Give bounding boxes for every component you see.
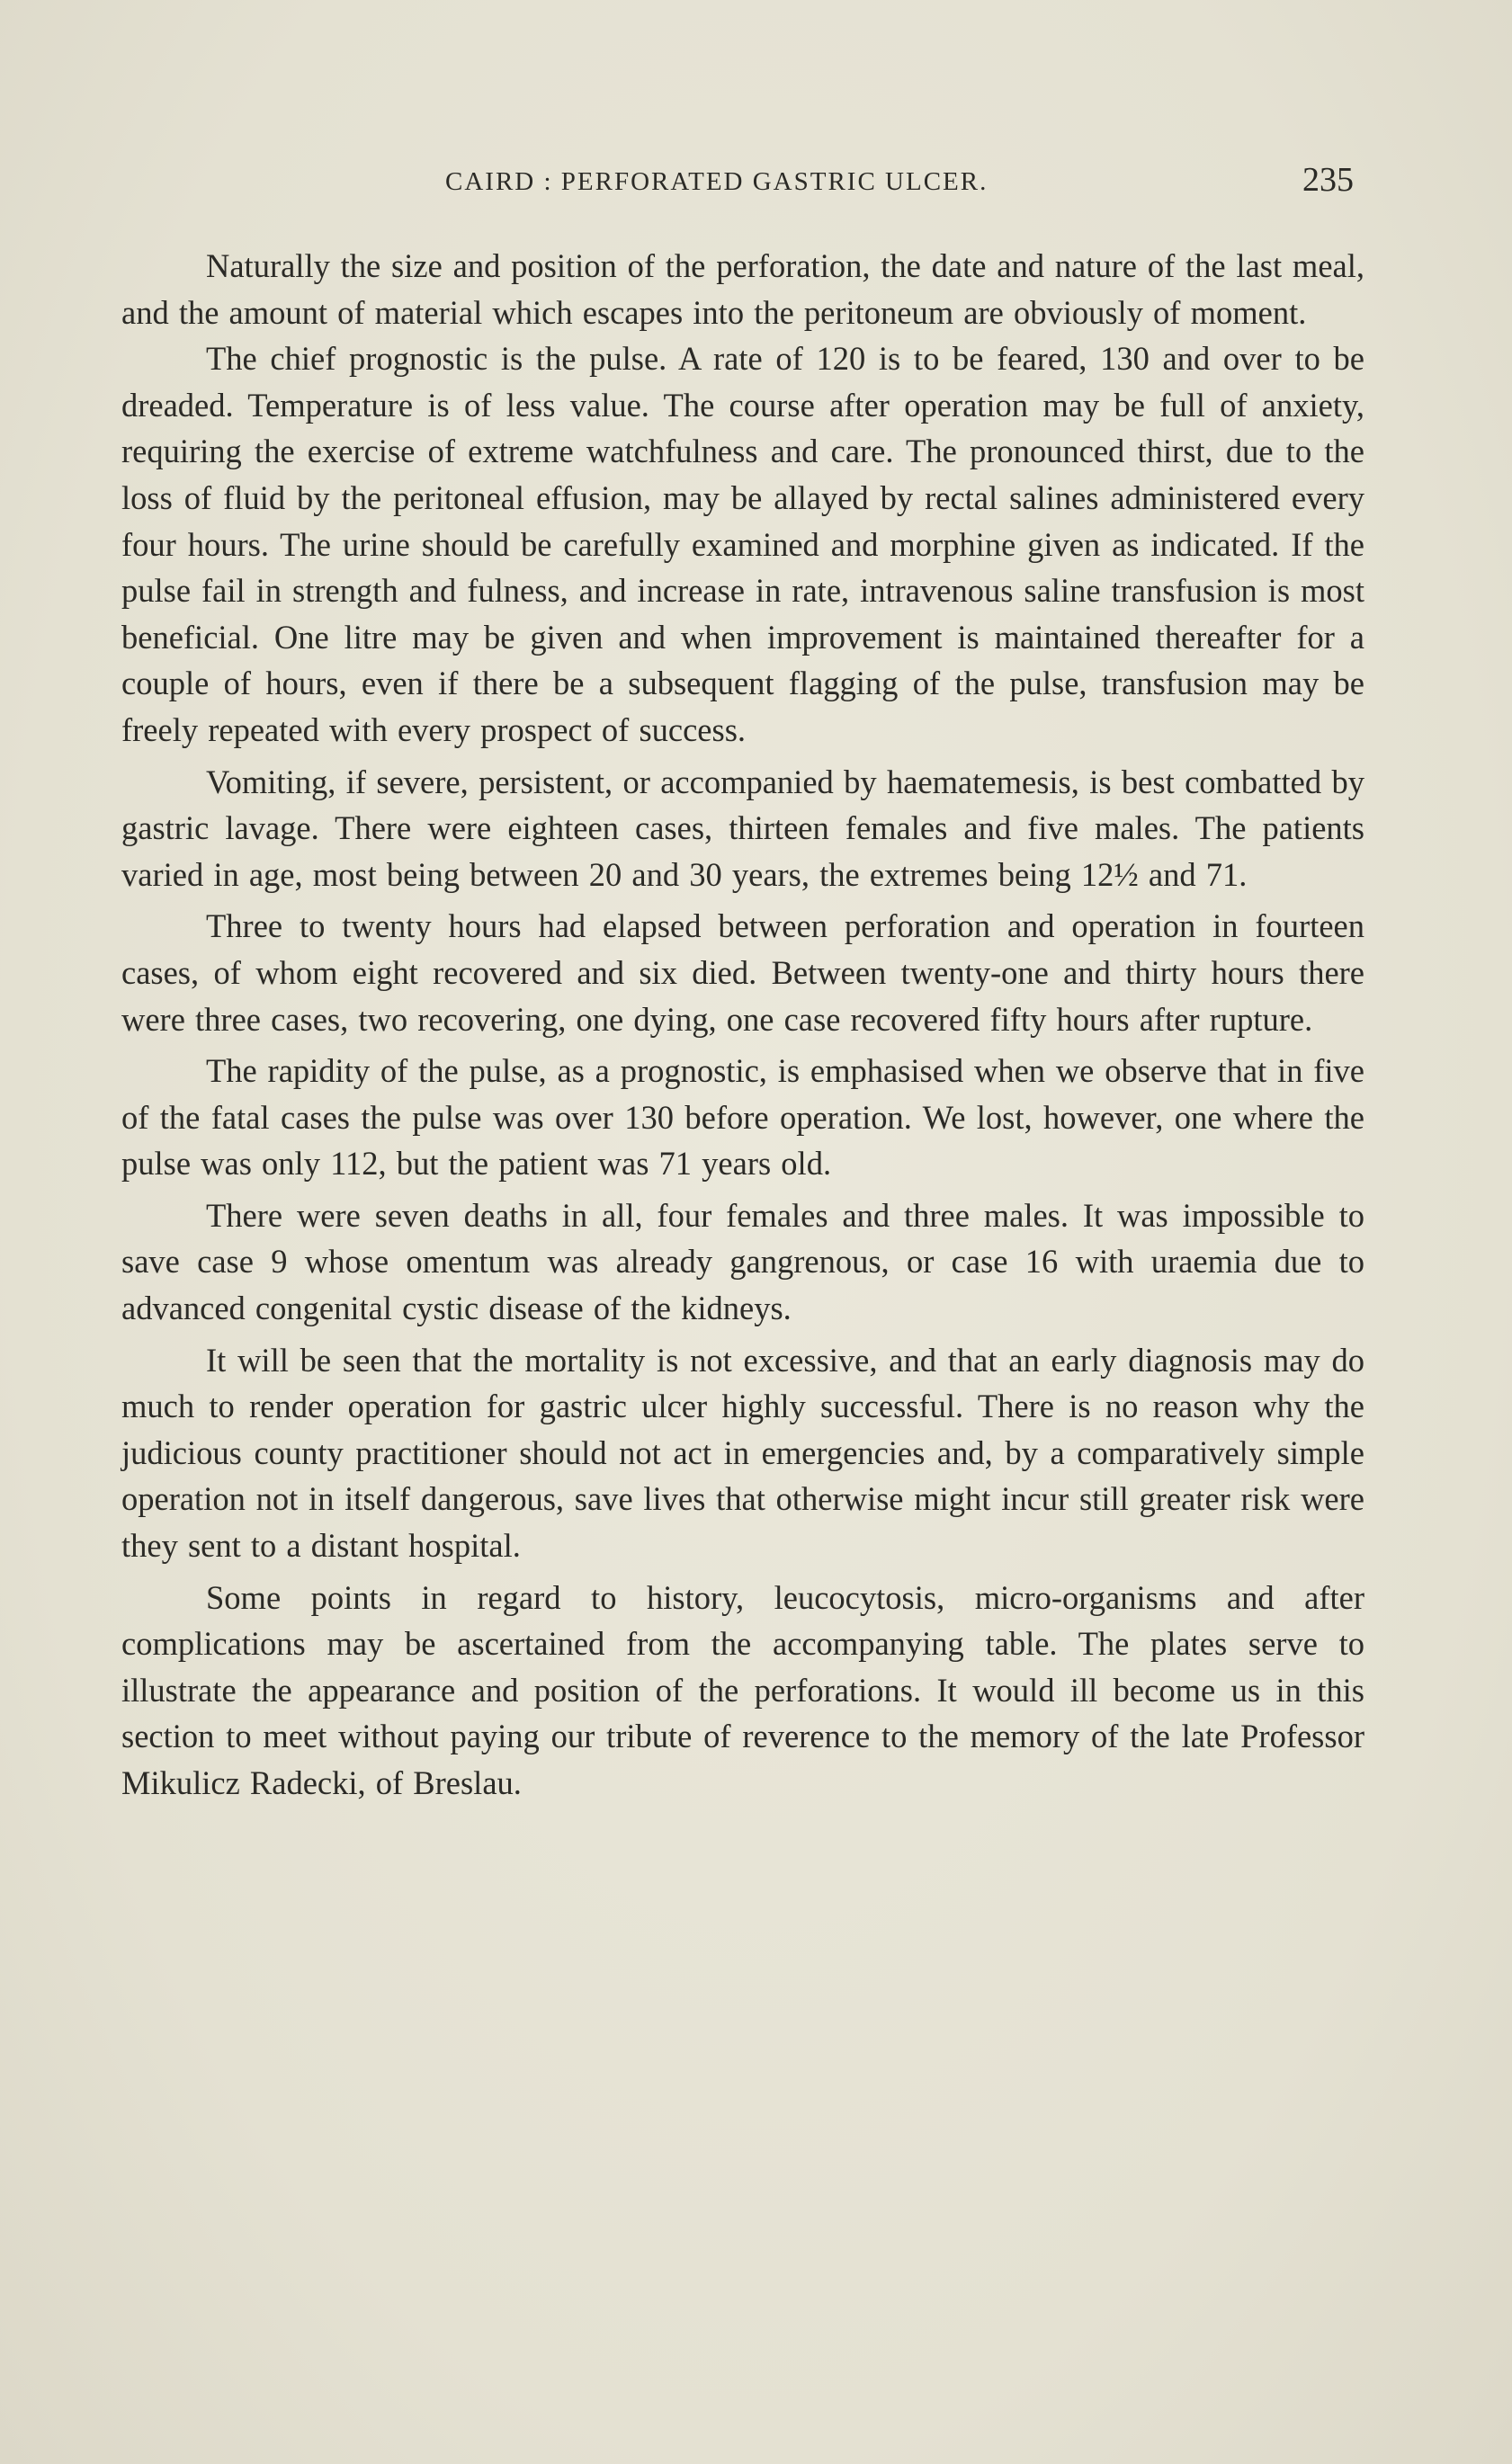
paragraph-deaths: There were seven deaths in all, four females and three males. It was impossible to save case 9 whose omentum was already gangrenous, or case 16 with uraemia due to advanced congenital cystic disease of the kidneys. — [121, 1196, 1364, 1327]
paragraph-elapsed-hours: Three to twenty hours had elapsed between perforation and operation in fourteen cases, of whom eight recovered and six died. Between twenty-one and thirty hours there were three cases, two recovering, one dying, one case recovered fifty hours after rupture. — [121, 907, 1364, 1038]
page-number: 235 — [1302, 161, 1354, 199]
body-text — [121, 243, 1364, 1812]
paragraph-pulse-prognostic: The chief prognostic is the pulse. A rate of 120 is to be feared, 130 and over to be dreaded. Temperature is of less value. The course after operation may be full of anxiety, requiring the exercise of extreme watchfulness and care. The pronounced thirst, due to the loss of fluid by the peritoneal effusion, may be allayed by rectal salines administered every four hours. The urine should be carefully examined and morphine given as indicated. If the pulse fail in strength and fulness, and increase in rate, intravenous saline transfusion is most beneficial. One litre may be given and when improvement is maintained thereafter for a couple of hours, even if there be a subsequent flagging of the pulse, transfusion may be freely repeated with every prospect of success. — [121, 340, 1364, 748]
paragraph-mortality: It will be seen that the mortality is not excessive, and that an early diagnosis may do much to render operation for gastric ulcer highly successful. There is no reason why the judicious county practitioner should not act in emergencies and, by a comparatively simple operation not in itself dangerous, save lives that otherwise might incur still greater risk were they sent to a distant hospital. — [121, 1341, 1364, 1565]
paragraph-closing: Some points in regard to history, leucocytosis, micro-organisms and after complications may be ascertained from the accompanying table. The plates serve to illustrate the appearance and position of the perforations. It would ill become us in this section to meet without paying our tribute of reverence to the memory of the late Professor Mikulicz Radecki, of Breslau. — [121, 1578, 1364, 1801]
paragraph-pulse-rapidity: The rapidity of the pulse, as a prognostic, is emphasised when we observe that in five of the fatal cases the pulse was over 130 before operation. We lost, however, one where the pulse was only 112, but the patient was 71 years old. — [121, 1052, 1364, 1183]
paragraph-vomiting: Vomiting, if severe, persistent, or accompanied by haematemesis, is best combatted by gastric lavage. There were eighteen cases, thirteen females and five males. The patients varied in age, most being between 20 and 30 years, the extremes being 12½ and 71. — [121, 763, 1364, 893]
running-head — [121, 160, 1354, 205]
running-title: CAIRD : PERFORATED GASTRIC ULCER. — [445, 167, 989, 196]
paragraph-prognosis-factors: Naturally the size and position of the perforation, the date and nature of the last meal, and the amount of material which escapes into the peritoneum are obviously of moment. — [121, 247, 1364, 331]
